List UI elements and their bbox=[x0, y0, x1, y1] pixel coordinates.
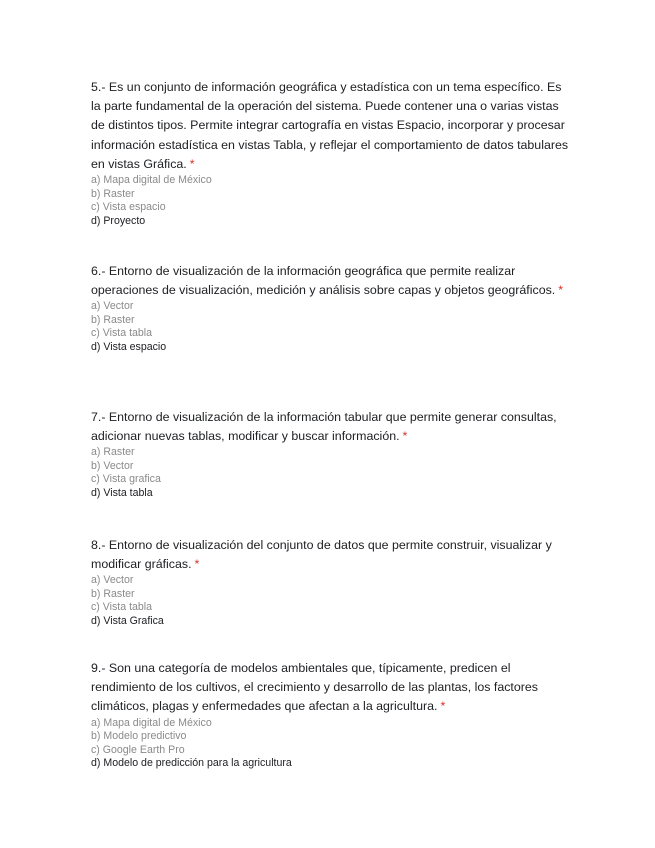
question-text: 5.- Es un conjunto de información geográfica y estadística con un tema específico. Es la parte fundamental de la operación del sistema. Puede contener una o varias vistas de distintos tipos. Permite integrar cartografía en vistas Espacio, incorporar y procesar información estadística en vistas Tabla, y reflejar el comportamiento de datos tabulares en vistas Gráfica. * bbox=[91, 80, 569, 171]
option-d[interactable]: d) Vista Grafica bbox=[91, 614, 164, 627]
option-c[interactable]: c) Vista tabla bbox=[91, 327, 153, 340]
question-text: 8.- Entorno de visualización del conjunto de datos que permite construir, visualizar y modificar gráficas. * bbox=[91, 538, 552, 572]
question-7 bbox=[91, 408, 571, 500]
question-5 bbox=[91, 78, 571, 228]
option-a[interactable]: a) Raster bbox=[91, 446, 135, 459]
required-marker: * bbox=[402, 429, 408, 444]
options-list bbox=[91, 717, 571, 771]
option-a[interactable]: a) Mapa digital de México bbox=[91, 174, 212, 187]
question-text: 6.- Entorno de visualización de la información geográfica que permite realizar operaciones de visualización, medición y análisis sobre capas y objetos geográficos. * bbox=[91, 264, 564, 298]
option-d[interactable]: d) Vista espacio bbox=[91, 340, 167, 353]
option-b[interactable]: b) Raster bbox=[91, 587, 135, 600]
required-marker: * bbox=[189, 156, 195, 171]
required-marker: * bbox=[194, 557, 200, 572]
option-d[interactable]: d) Modelo de predicción para la agricultura bbox=[91, 757, 292, 770]
question-8 bbox=[91, 536, 571, 628]
option-d[interactable]: d) Proyecto bbox=[91, 214, 146, 227]
required-marker: * bbox=[558, 283, 564, 298]
question-6 bbox=[91, 262, 571, 354]
required-marker: * bbox=[440, 699, 446, 714]
question-text: 9.- Son una categoría de modelos ambientales que, típicamente, predicen el rendimiento de los cultivos, el crecimiento y desarrollo de las plantas, los factores climáticos, plagas y enfermedades que afectan a la agricultura. * bbox=[91, 661, 538, 714]
option-a[interactable]: a) Vector bbox=[91, 300, 134, 313]
option-b[interactable]: b) Modelo predictivo bbox=[91, 730, 187, 743]
question-text: 7.- Entorno de visualización de la información tabular que permite generar consultas, adicionar nuevas tablas, modificar y buscar información. * bbox=[91, 410, 557, 444]
question-9 bbox=[91, 659, 571, 771]
option-a[interactable]: a) Vector bbox=[91, 574, 134, 587]
option-a[interactable]: a) Mapa digital de México bbox=[91, 716, 212, 729]
option-b[interactable]: b) Vector bbox=[91, 459, 134, 472]
option-b[interactable]: b) Raster bbox=[91, 187, 135, 200]
option-c[interactable]: c) Google Earth Pro bbox=[91, 743, 185, 756]
options-list bbox=[91, 574, 571, 628]
option-d[interactable]: d) Vista tabla bbox=[91, 486, 153, 499]
options-list bbox=[91, 300, 571, 354]
options-list bbox=[91, 446, 571, 500]
option-b[interactable]: b) Raster bbox=[91, 313, 135, 326]
option-c[interactable]: c) Vista espacio bbox=[91, 201, 166, 214]
option-c[interactable]: c) Vista grafica bbox=[91, 473, 161, 486]
options-list bbox=[91, 174, 571, 228]
option-c[interactable]: c) Vista tabla bbox=[91, 601, 153, 614]
